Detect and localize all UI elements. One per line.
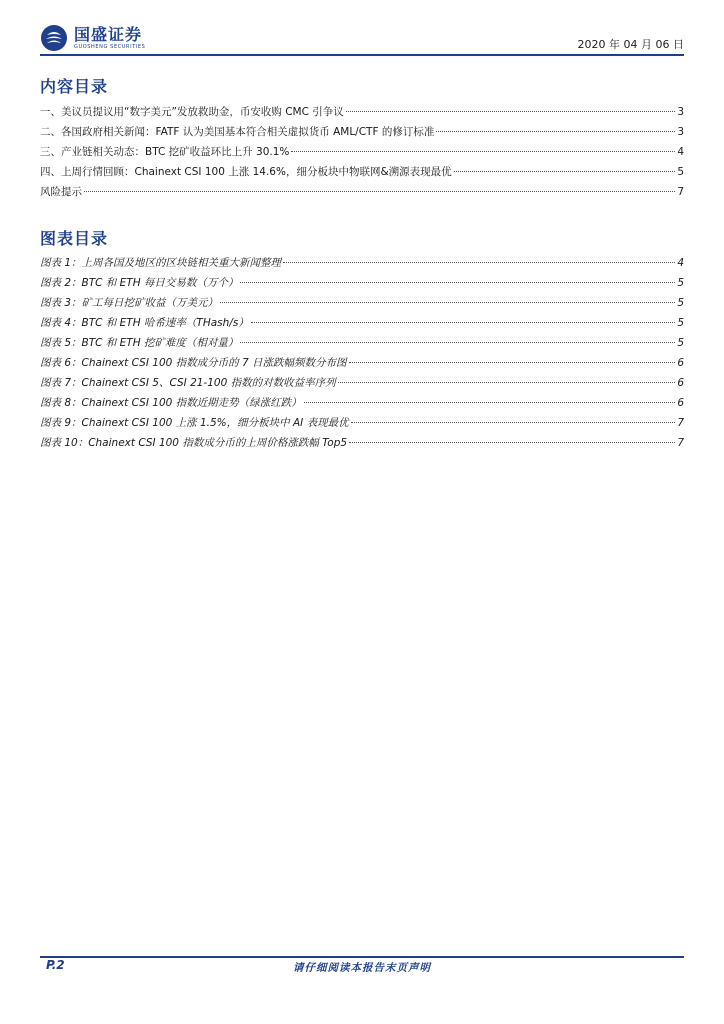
contents-entry[interactable] — [40, 184, 684, 204]
dot-leader — [220, 302, 675, 303]
footer-divider — [40, 956, 684, 958]
contents-entry-text: 二、各国政府相关新闻：FATF 认为美国基本符合相关虚拟货币 AML/CTF 的修订标准 — [40, 126, 435, 138]
figure-entry-page: 6 — [677, 377, 684, 389]
contents-entry-page: 4 — [677, 146, 684, 158]
guosheng-logo-icon — [40, 24, 68, 52]
figure-entry-page: 7 — [677, 437, 684, 449]
figure-entry[interactable] — [40, 335, 684, 355]
dot-leader — [283, 262, 675, 263]
figure-entry-text: 图表 5：BTC 和 ETH 挖矿难度（相对量） — [40, 337, 239, 349]
contents-entry-page: 3 — [677, 126, 684, 138]
figure-entry-page: 6 — [677, 357, 684, 369]
figure-entry[interactable] — [40, 295, 684, 315]
figure-entry-text: 图表 2：BTC 和 ETH 每日交易数（万个） — [40, 277, 239, 289]
contents-entry-page: 3 — [677, 106, 684, 118]
figure-entry-text: 图表 4：BTC 和 ETH 哈希速率（THash/s） — [40, 317, 249, 329]
figure-entry-text: 图表 1：上周各国及地区的区块链相关重大新闻整理 — [40, 257, 282, 269]
figure-entry[interactable] — [40, 395, 684, 415]
figure-entry-text: 图表 10：Chainext CSI 100 指数成分币的上周价格涨跌幅 Top5 — [40, 437, 348, 449]
dot-leader — [349, 362, 676, 363]
logo-english-name: GUOSHENG SECURITIES — [74, 43, 146, 50]
dot-leader — [454, 171, 676, 172]
page-header — [40, 22, 684, 56]
figures-title: 图表目录 — [40, 229, 109, 248]
contents-list — [40, 104, 684, 204]
contents-entry-text: 风险提示 — [40, 186, 82, 198]
report-date: 2020 年 04 月 06 日 — [577, 38, 684, 51]
figure-entry[interactable] — [40, 315, 684, 335]
dot-leader — [346, 111, 676, 112]
contents-entry[interactable] — [40, 164, 684, 184]
figure-entry-page: 5 — [677, 337, 684, 349]
figure-entry-text: 图表 6：Chainext CSI 100 指数成分币的 7 日涨跌幅频数分布图 — [40, 357, 347, 369]
figure-entry-page: 4 — [677, 257, 684, 269]
figures-list — [40, 255, 684, 455]
dot-leader — [240, 282, 675, 283]
contents-entry[interactable] — [40, 124, 684, 144]
dot-leader — [291, 151, 675, 152]
figure-entry[interactable] — [40, 355, 684, 375]
contents-entry-page: 7 — [677, 186, 684, 198]
dot-leader — [240, 342, 675, 343]
contents-entry-page: 5 — [677, 166, 684, 178]
contents-entry[interactable] — [40, 144, 684, 164]
dot-leader — [351, 422, 676, 423]
contents-entry-text: 一、美议员提议用“数字美元”发放救助金，币安收购 CMC 引争议 — [40, 106, 344, 118]
page-number: P.2 — [46, 958, 65, 972]
contents-entry-text: 三、产业链相关动态：BTC 挖矿收益环比上升 30.1% — [40, 146, 290, 158]
contents-entry[interactable] — [40, 104, 684, 124]
figure-entry-page: 7 — [677, 417, 684, 429]
figure-entry-page: 5 — [677, 277, 684, 289]
figure-entry[interactable] — [40, 255, 684, 275]
disclaimer-note: 请仔细阅读本报告末页声明 — [293, 962, 431, 974]
contents-entry-text: 四、上周行情回顾：Chainext CSI 100 上涨 14.6%，细分板块中物联网&溯源表现最优 — [40, 166, 452, 178]
dot-leader — [84, 191, 675, 192]
figure-entry-page: 6 — [677, 397, 684, 409]
dot-leader — [338, 382, 676, 383]
figure-entry[interactable] — [40, 415, 684, 435]
figure-entry-page: 5 — [677, 297, 684, 309]
contents-title: 内容目录 — [40, 77, 109, 96]
figure-entry-text: 图表 9：Chainext CSI 100 上涨 1.5%，细分板块中 AI 表现最优 — [40, 417, 349, 429]
figure-entry-page: 5 — [677, 317, 684, 329]
figure-entry[interactable] — [40, 375, 684, 395]
logo-chinese-name: 国盛证券 — [74, 24, 143, 44]
dot-leader — [304, 402, 676, 403]
figure-entry[interactable] — [40, 275, 684, 295]
dot-leader — [251, 322, 676, 323]
company-logo — [40, 22, 145, 54]
figure-entry-text: 图表 8：Chainext CSI 100 指数近期走势（绿涨红跌） — [40, 397, 302, 409]
dot-leader — [349, 442, 675, 443]
header-divider — [40, 54, 684, 56]
figure-entry-text: 图表 7：Chainext CSI 5、CSI 21-100 指数的对数收益率序列 — [40, 377, 336, 389]
figure-entry[interactable] — [40, 435, 684, 455]
dot-leader — [436, 131, 675, 132]
figure-entry-text: 图表 3：矿工每日挖矿收益（万美元） — [40, 297, 219, 309]
